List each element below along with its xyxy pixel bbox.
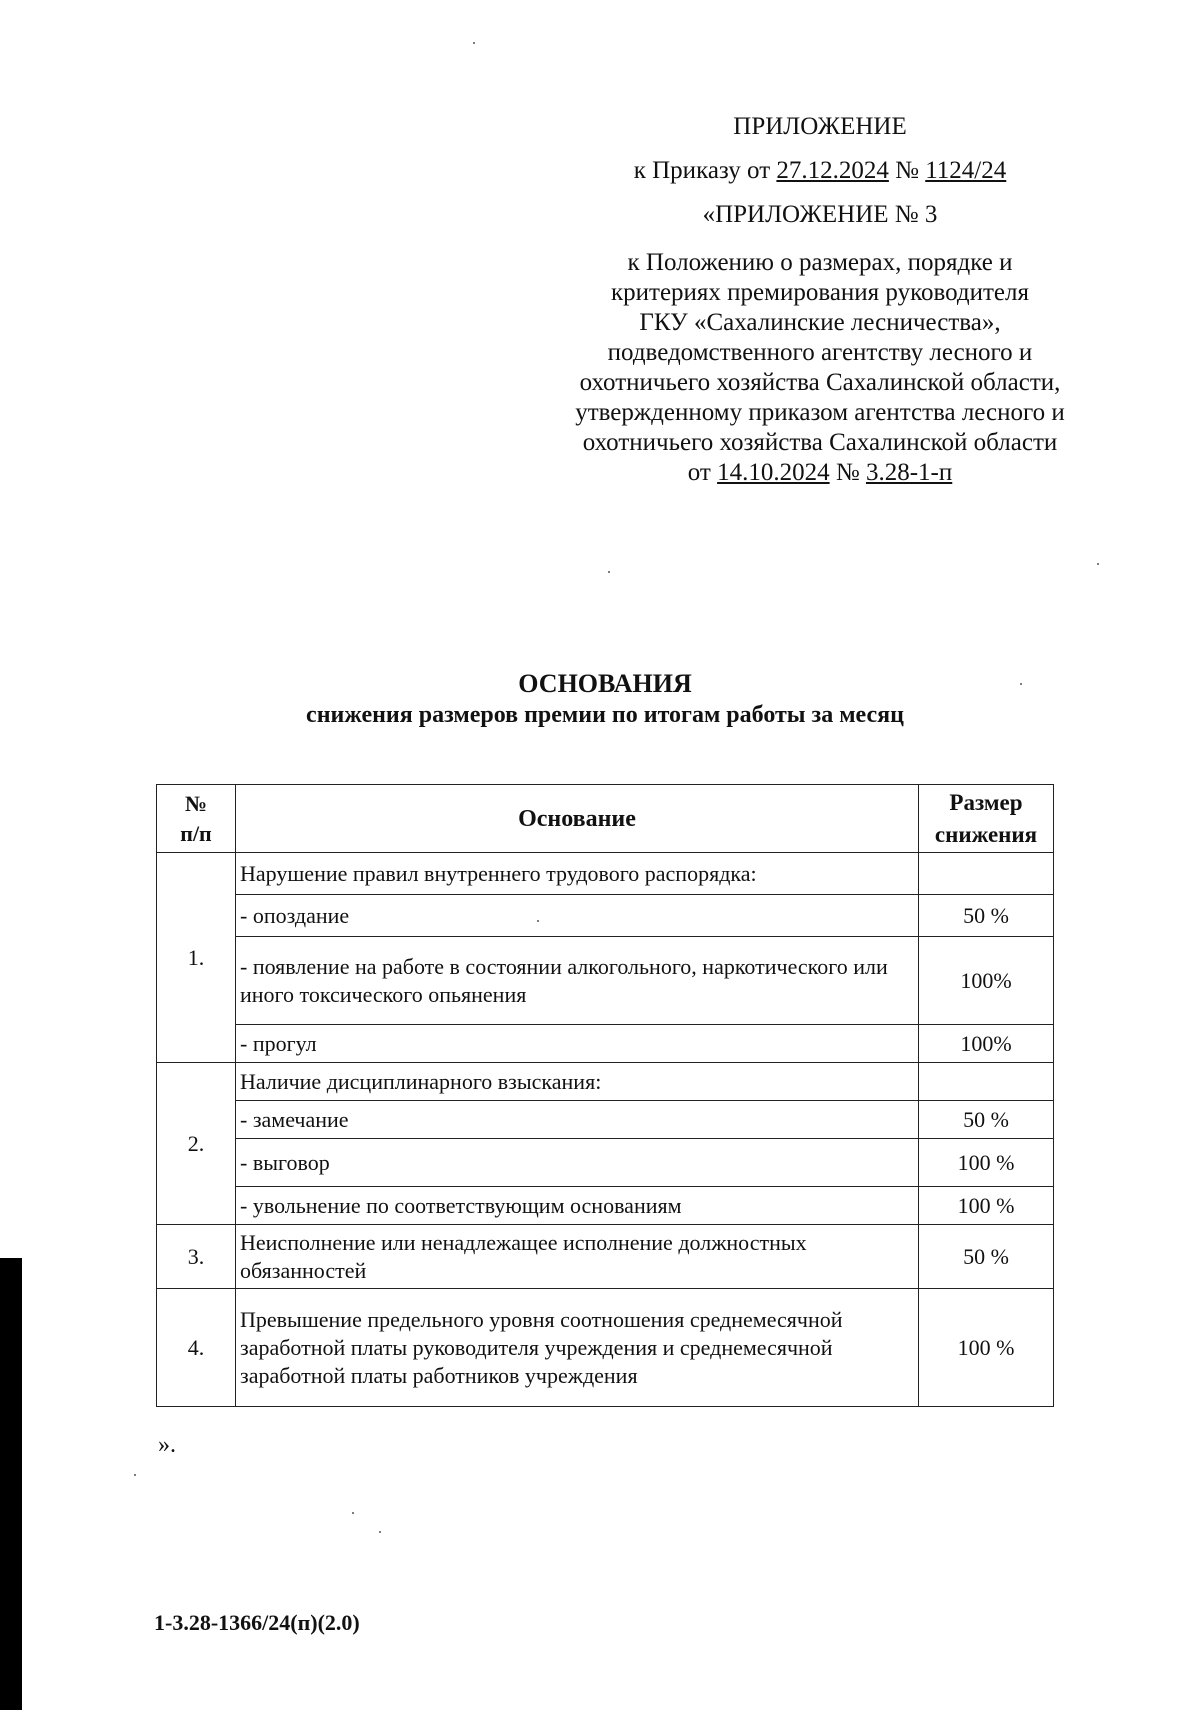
row-number: 4. xyxy=(157,1289,236,1407)
regulation-line: критериях премирования руководителя xyxy=(611,279,1029,306)
regulation-line: ГКУ «Сахалинские лесничества», xyxy=(639,309,1001,336)
row-basis: Наличие дисциплинарного взыскания: xyxy=(236,1063,919,1101)
scan-edge-shadow xyxy=(0,1258,22,1710)
row-basis: - замечание xyxy=(236,1101,919,1139)
table-row xyxy=(157,853,1054,895)
row-basis: Нарушение правил внутреннего трудового распорядка: xyxy=(236,853,919,895)
scan-speck xyxy=(608,571,610,573)
document-subtitle: снижения размеров премии по итогам работы за месяц xyxy=(306,702,904,728)
row-basis: - опоздание xyxy=(236,895,919,937)
row-basis: - увольнение по соответствующим основаниям xyxy=(236,1187,919,1225)
table-row xyxy=(157,1063,1054,1101)
row-basis: - прогул xyxy=(236,1025,919,1063)
regulation-line: утвержденному приказом агентства лесного и xyxy=(575,399,1065,426)
row-number: 2. xyxy=(157,1063,236,1225)
regulation-date: 14.10.2024 xyxy=(717,459,830,486)
row-size: 100% xyxy=(919,1025,1054,1063)
closing-quote: ». xyxy=(158,1432,176,1458)
row-size: 100% xyxy=(919,937,1054,1025)
scan-speck xyxy=(352,1512,354,1514)
row-basis: Неисполнение или ненадлежащее исполнение должностных обязанностей xyxy=(236,1225,919,1289)
col-header-basis: Основание xyxy=(236,785,919,853)
regulation-reference: от 14.10.2024 № 3.28-1-п xyxy=(687,459,953,486)
order-date: 27.12.2024 xyxy=(776,157,889,184)
order-reference: к Приказу от 27.12.2024 № 1124/24 xyxy=(633,157,1007,184)
document-title-block xyxy=(0,668,1200,730)
scan-speck xyxy=(1097,563,1099,565)
bonus-reduction-table xyxy=(156,784,1054,1407)
document-code: 1-3.28-1366/24(п)(2.0) xyxy=(154,1610,360,1635)
row-size: 100 % xyxy=(919,1187,1054,1225)
regulation-line: подведомственного агентству лесного и xyxy=(607,339,1033,366)
table-row xyxy=(157,895,1054,937)
table-row xyxy=(157,1225,1054,1289)
table-row xyxy=(157,937,1054,1025)
col-header-number: № п/п xyxy=(157,785,236,853)
row-number: 1. xyxy=(157,853,236,1063)
table-row xyxy=(157,1139,1054,1187)
row-basis: - выговор xyxy=(236,1139,919,1187)
table-row xyxy=(157,1187,1054,1225)
regulation-line: охотничьего хозяйства Сахалинской области, xyxy=(579,369,1061,396)
row-basis: Превышение предельного уровня соотношения среднемесячной заработной платы руководителя учреждения и среднемесячной заработной платы работников учреждения xyxy=(236,1289,919,1407)
order-number: 1124/24 xyxy=(925,157,1007,184)
row-number: 3. xyxy=(157,1225,236,1289)
row-size xyxy=(919,853,1054,895)
table-row xyxy=(157,1289,1054,1407)
document-title: ОСНОВАНИЯ xyxy=(518,669,692,698)
regulation-number: 3.28-1-п xyxy=(865,459,953,486)
scan-speck xyxy=(134,1474,136,1476)
row-size: 50 % xyxy=(919,895,1054,937)
regulation-line: к Положению о размерах, порядке и xyxy=(627,249,1013,276)
row-size: 100 % xyxy=(919,1139,1054,1187)
appendix-title: ПРИЛОЖЕНИЕ xyxy=(733,113,907,140)
appendix-3-title: «ПРИЛОЖЕНИЕ № 3 xyxy=(702,201,938,228)
regulation-line: охотничьего хозяйства Сахалинской области xyxy=(582,429,1058,456)
col-header-size: Размер снижения xyxy=(919,785,1054,853)
row-size: 50 % xyxy=(919,1225,1054,1289)
row-size xyxy=(919,1063,1054,1101)
scan-speck xyxy=(379,1531,381,1533)
table-row xyxy=(157,1025,1054,1063)
row-size: 50 % xyxy=(919,1101,1054,1139)
table-row xyxy=(157,1101,1054,1139)
row-basis: - появление на работе в состоянии алкогольного, наркотического или иного токсического опьянения xyxy=(236,937,919,1025)
table-header-row xyxy=(157,785,1054,853)
row-size: 100 % xyxy=(919,1289,1054,1407)
scan-speck xyxy=(473,42,475,44)
appendix-header xyxy=(520,112,1120,488)
